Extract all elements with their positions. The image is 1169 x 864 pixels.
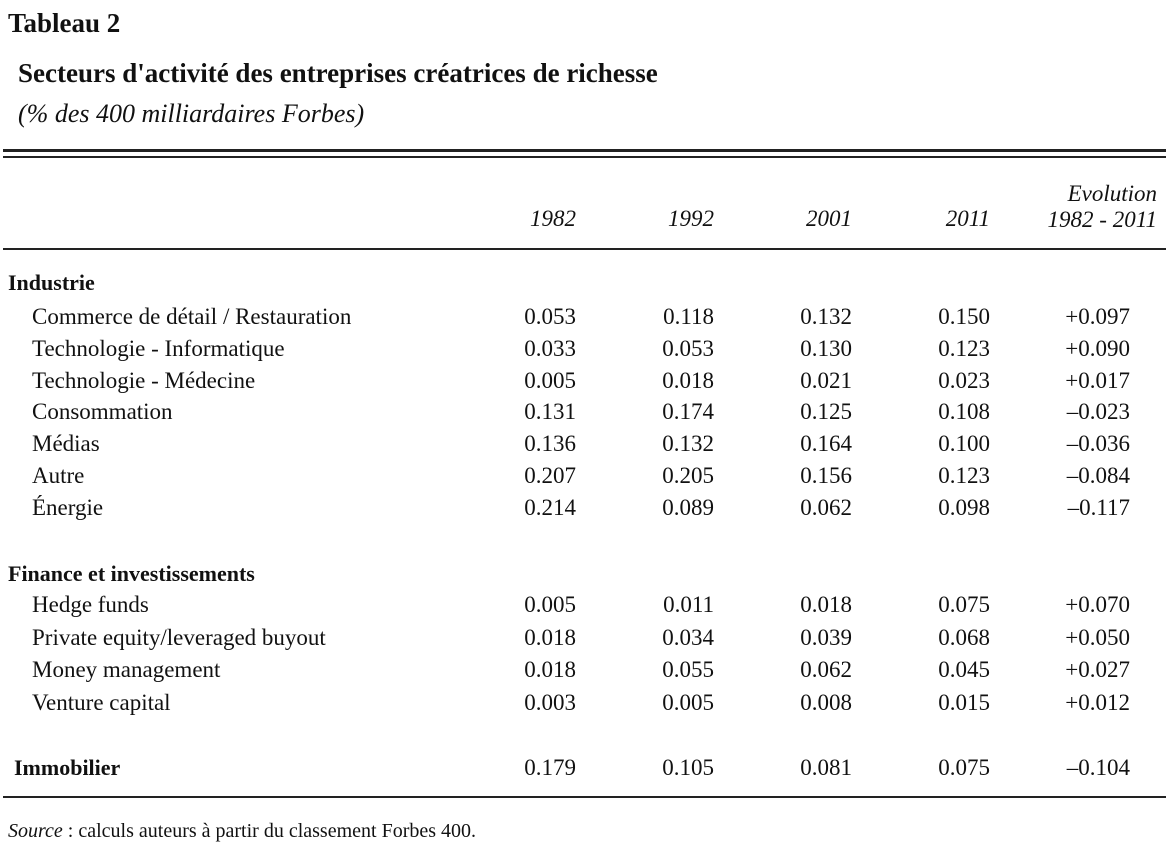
column-header-evolution — [1048, 181, 1157, 233]
cell-evolution: +0.090 — [1065, 335, 1130, 361]
cell-evolution: –0.036 — [1066, 431, 1130, 457]
cell-value: 0.150 — [938, 304, 990, 329]
cell-value: 0.075 — [938, 755, 990, 780]
column-header-2011: 2011 — [945, 206, 990, 231]
cell-value: 0.132 — [800, 304, 852, 329]
cell-value: 0.005 — [524, 367, 576, 393]
cell-evolution: +0.070 — [1065, 592, 1130, 617]
table-row — [0, 304, 1169, 336]
cell-value: 0.023 — [938, 367, 990, 393]
row-label: Technologie - Informatique — [32, 335, 285, 361]
table-row — [0, 463, 1169, 495]
cell-evolution: +0.097 — [1065, 304, 1130, 329]
table-row — [0, 431, 1169, 463]
table-row — [0, 690, 1169, 722]
cell-value: 0.132 — [662, 431, 714, 457]
column-header-2001: 2001 — [806, 206, 852, 231]
cell-value: 0.207 — [524, 463, 576, 488]
cell-value: 0.021 — [800, 367, 852, 393]
row-label: Commerce de détail / Restauration — [32, 304, 352, 329]
cell-value: 0.098 — [938, 494, 990, 520]
cell-evolution: +0.050 — [1065, 624, 1130, 650]
cell-value: 0.005 — [662, 689, 714, 715]
cell-value: 0.039 — [800, 624, 852, 650]
table-caption: Tableau 2 — [8, 8, 121, 38]
table-subtitle: (% des 400 milliardaires Forbes) — [18, 99, 365, 128]
section-industrie: Industrie — [8, 270, 95, 295]
table-row — [0, 592, 1169, 624]
table-row — [0, 368, 1169, 400]
cell-value: 0.105 — [662, 755, 714, 780]
column-header-1982: 1982 — [530, 206, 576, 231]
table-row — [0, 625, 1169, 657]
cell-value: 0.123 — [938, 463, 990, 488]
row-label: Immobilier — [14, 755, 121, 780]
cell-value: 0.011 — [663, 592, 714, 617]
row-label: Énergie — [32, 494, 104, 520]
cell-value: 0.179 — [524, 755, 576, 780]
cell-value: 0.055 — [662, 657, 714, 682]
row-label: Venture capital — [32, 689, 171, 715]
cell-value: 0.018 — [800, 592, 852, 617]
cell-evolution: –0.023 — [1066, 399, 1130, 425]
section-finance: Finance et investissements — [8, 561, 255, 586]
row-label: Money management — [32, 657, 221, 682]
bottom-rule — [3, 796, 1166, 798]
row-label: Hedge funds — [32, 592, 149, 617]
cell-value: 0.018 — [524, 624, 576, 650]
cell-value: 0.108 — [938, 399, 990, 425]
cell-value: 0.205 — [662, 463, 714, 488]
header-rule — [3, 248, 1166, 250]
row-label: Autre — [32, 463, 85, 488]
cell-value: 0.174 — [662, 399, 714, 425]
cell-value: 0.075 — [938, 592, 990, 617]
cell-evolution: –0.104 — [1066, 755, 1130, 780]
cell-value: 0.003 — [524, 689, 576, 715]
cell-value: 0.156 — [800, 463, 852, 488]
table-row — [0, 336, 1169, 368]
cell-value: 0.136 — [524, 431, 576, 457]
cell-value: 0.130 — [800, 335, 852, 361]
table-row — [0, 399, 1169, 431]
cell-value: 0.018 — [524, 657, 576, 682]
cell-value: 0.214 — [524, 494, 576, 520]
source-label: Source — [8, 820, 63, 842]
cell-value: 0.164 — [800, 431, 852, 457]
cell-value: 0.131 — [524, 399, 576, 425]
top-rule-2 — [3, 156, 1166, 158]
cell-evolution: –0.084 — [1066, 463, 1130, 488]
cell-value: 0.125 — [800, 399, 852, 425]
row-label: Private equity/leveraged buyout — [32, 624, 326, 650]
cell-evolution: –0.117 — [1067, 494, 1130, 520]
cell-value: 0.100 — [938, 431, 990, 457]
cell-value: 0.034 — [662, 624, 714, 650]
table-row — [0, 495, 1169, 527]
table-row — [0, 657, 1169, 689]
source-text: : calculs auteurs à partir du classement Forbes 400. — [62, 820, 477, 842]
cell-value: 0.033 — [524, 335, 576, 361]
cell-value: 0.062 — [800, 494, 852, 520]
row-label: Technologie - Médecine — [32, 367, 256, 393]
cell-evolution: +0.017 — [1065, 367, 1130, 393]
evolution-period: 1982 - 2011 — [1047, 207, 1157, 232]
cell-value: 0.018 — [662, 367, 714, 393]
cell-value: 0.118 — [663, 304, 714, 329]
cell-value: 0.015 — [938, 689, 990, 715]
cell-value: 0.068 — [938, 624, 990, 650]
column-header-1992: 1992 — [668, 206, 714, 231]
source-note — [8, 820, 476, 843]
cell-evolution: +0.012 — [1065, 689, 1130, 715]
cell-value: 0.123 — [938, 335, 990, 361]
cell-evolution: +0.027 — [1065, 657, 1130, 682]
cell-value: 0.053 — [524, 304, 576, 329]
cell-value: 0.053 — [662, 335, 714, 361]
top-rule-1 — [3, 149, 1166, 152]
table-row — [0, 755, 1169, 787]
row-label: Consommation — [32, 399, 173, 425]
evolution-label: Evolution — [1067, 181, 1157, 206]
row-label: Médias — [32, 431, 100, 457]
cell-value: 0.008 — [800, 689, 852, 715]
cell-value: 0.005 — [524, 592, 576, 617]
cell-value: 0.045 — [938, 657, 990, 682]
cell-value: 0.081 — [800, 755, 852, 780]
cell-value: 0.089 — [662, 494, 714, 520]
table-title: Secteurs d'activité des entreprises créatrices de richesse — [18, 58, 658, 88]
cell-value: 0.062 — [800, 657, 852, 682]
